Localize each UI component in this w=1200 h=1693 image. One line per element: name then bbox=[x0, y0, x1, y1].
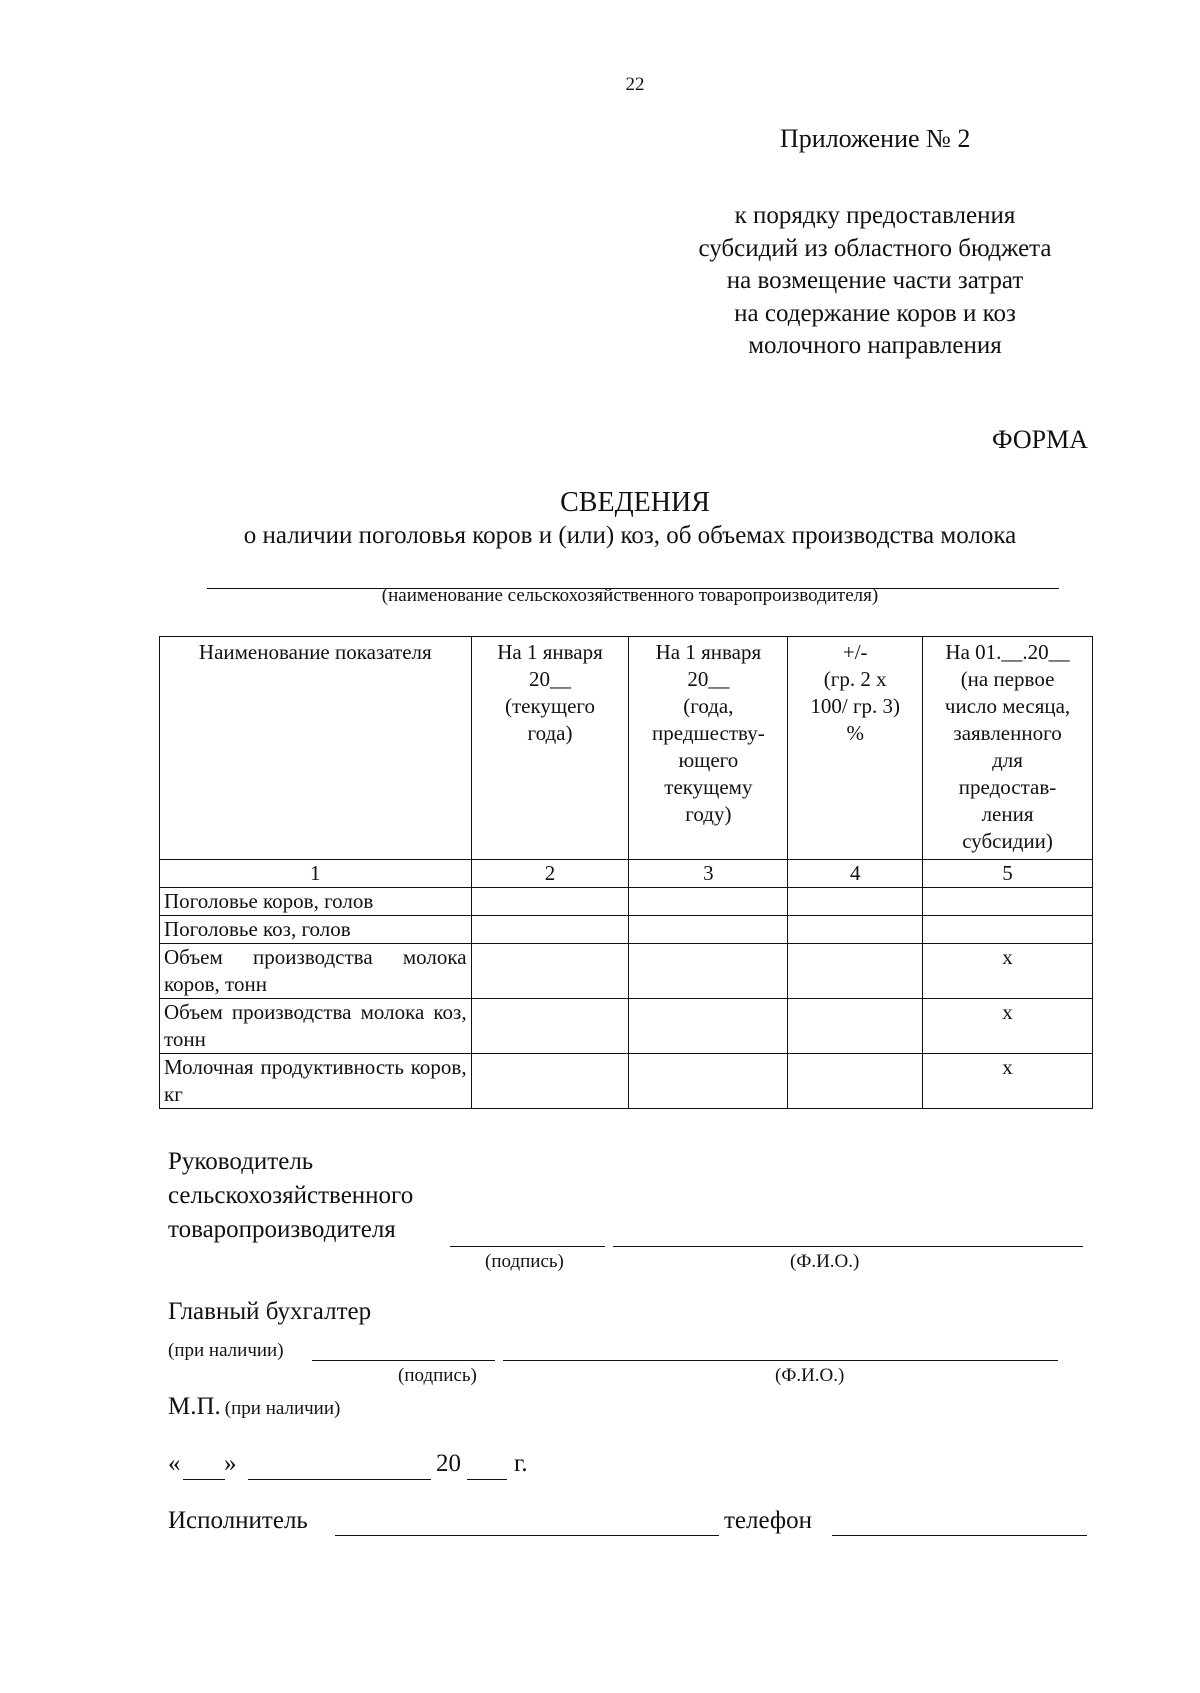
accountant-name-line[interactable] bbox=[503, 1360, 1058, 1361]
table-row bbox=[160, 944, 1093, 999]
head-name-line[interactable] bbox=[613, 1246, 1083, 1247]
table-row bbox=[160, 999, 1093, 1054]
header-line: (года, bbox=[683, 694, 734, 718]
table-header-row bbox=[160, 637, 1093, 860]
accountant-name-caption: (Ф.И.О.) bbox=[775, 1365, 845, 1386]
data-cell[interactable] bbox=[471, 1054, 629, 1109]
data-cell[interactable] bbox=[788, 999, 923, 1054]
data-cell[interactable] bbox=[923, 916, 1093, 944]
column-number: 5 bbox=[923, 860, 1093, 888]
not-applicable-mark: х bbox=[923, 999, 1093, 1054]
header-line: (на первое bbox=[960, 667, 1055, 691]
document-subtitle: о наличии поголовья коров и (или) коз, об объемах производства молока bbox=[243, 522, 1017, 549]
header-line: заявленного bbox=[953, 721, 1062, 745]
header-line: (текущего bbox=[505, 694, 595, 718]
producer-name-caption: (наименование сельскохозяйственного товаропроизводителя) bbox=[381, 585, 879, 606]
header-line: предостав- bbox=[958, 775, 1057, 799]
header-line: (гр. 2 х bbox=[823, 667, 887, 691]
header-cell bbox=[471, 637, 629, 860]
accountant-note: (при наличии) bbox=[168, 1340, 284, 1361]
form-label: ФОРМА bbox=[992, 425, 1088, 454]
page-number: 22 bbox=[625, 74, 645, 95]
accountant-title: Главный бухгалтер bbox=[168, 1298, 372, 1325]
data-cell[interactable] bbox=[629, 916, 788, 944]
row-label: Объем производства молока коз, тонн bbox=[160, 999, 472, 1054]
head-title-line: сельскохозяйственного bbox=[168, 1182, 414, 1209]
header-line: ющего bbox=[678, 748, 739, 772]
header-line: 20__ bbox=[687, 667, 730, 691]
head-title-line: товаропроизводителя bbox=[168, 1216, 396, 1243]
not-applicable-mark: х bbox=[923, 944, 1093, 999]
header-line: ления bbox=[981, 802, 1034, 826]
appendix-line: на содержание коров и коз bbox=[734, 299, 1016, 327]
header-line: предшеству- bbox=[652, 721, 765, 745]
document-title: СВЕДЕНИЯ bbox=[560, 487, 710, 518]
header-line: число месяца, bbox=[944, 694, 1071, 718]
stamp-note: (при наличии) bbox=[224, 1398, 341, 1419]
head-signature-line[interactable] bbox=[450, 1246, 605, 1247]
header-line: года) bbox=[527, 721, 573, 745]
header-line: % bbox=[846, 721, 864, 745]
appendix-title: Приложение № 2 bbox=[780, 124, 971, 153]
phone-line[interactable] bbox=[832, 1535, 1087, 1536]
row-label: Поголовье коз, голов bbox=[160, 916, 472, 944]
header-line: На 1 января bbox=[655, 640, 762, 664]
header-line: 100/ гр. 3) bbox=[810, 694, 901, 718]
data-cell[interactable] bbox=[629, 888, 788, 916]
accountant-signature-caption: (подпись) bbox=[398, 1365, 477, 1386]
header-line: На 01.__.20__ bbox=[945, 640, 1070, 664]
data-cell[interactable] bbox=[629, 944, 788, 999]
column-number: 2 bbox=[471, 860, 629, 888]
header-cell bbox=[788, 637, 923, 860]
row-label: Объем производства молока коров, тонн bbox=[160, 944, 472, 999]
header-line: 20__ bbox=[529, 667, 572, 691]
date-year-prefix: 20 bbox=[436, 1450, 461, 1477]
stamp-label: М.П. bbox=[168, 1393, 221, 1420]
header-line: году) bbox=[685, 802, 732, 826]
accountant-signature-line[interactable] bbox=[312, 1360, 495, 1361]
table-row bbox=[160, 1054, 1093, 1109]
data-cell[interactable] bbox=[471, 888, 629, 916]
date-year-suffix: г. bbox=[514, 1450, 528, 1477]
header-line: Наименование показателя bbox=[198, 640, 432, 664]
column-number: 1 bbox=[160, 860, 472, 888]
appendix-line: субсидий из областного бюджета bbox=[698, 234, 1052, 262]
data-cell[interactable] bbox=[629, 1054, 788, 1109]
date-month-line[interactable] bbox=[248, 1479, 431, 1480]
head-title-line: Руководитель bbox=[168, 1148, 314, 1175]
date-year-line[interactable] bbox=[467, 1479, 507, 1480]
executor-label: Исполнитель bbox=[168, 1507, 308, 1534]
data-cell[interactable] bbox=[629, 999, 788, 1054]
appendix-reference bbox=[640, 200, 1110, 363]
phone-label: телефон bbox=[724, 1507, 812, 1534]
header-line: для bbox=[992, 748, 1023, 772]
head-name-caption: (Ф.И.О.) bbox=[790, 1251, 860, 1272]
not-applicable-mark: х bbox=[923, 1054, 1093, 1109]
executor-name-line[interactable] bbox=[335, 1535, 719, 1536]
appendix-line: к порядку предоставления bbox=[734, 202, 1016, 229]
column-number: 3 bbox=[629, 860, 788, 888]
header-line: На 1 января bbox=[497, 640, 603, 664]
head-signature-caption: (подпись) bbox=[485, 1251, 564, 1272]
header-cell bbox=[160, 637, 472, 860]
data-cell[interactable] bbox=[471, 944, 629, 999]
appendix-line: на возмещение части затрат bbox=[726, 267, 1024, 294]
row-label: Поголовье коров, голов bbox=[160, 888, 472, 916]
data-cell[interactable] bbox=[788, 916, 923, 944]
data-table bbox=[159, 636, 1093, 1109]
table-row bbox=[160, 888, 1093, 916]
data-cell[interactable] bbox=[788, 944, 923, 999]
header-cell bbox=[923, 637, 1093, 860]
data-cell[interactable] bbox=[923, 888, 1093, 916]
header-line: субсидии) bbox=[962, 829, 1053, 853]
row-label: Молочная продуктивность коров, кг bbox=[160, 1054, 472, 1109]
data-cell[interactable] bbox=[788, 888, 923, 916]
header-line: текущему bbox=[664, 775, 753, 799]
table-row bbox=[160, 916, 1093, 944]
appendix-line: молочного направления bbox=[748, 332, 1002, 359]
column-number-row bbox=[160, 860, 1093, 888]
header-line: +/- bbox=[842, 640, 868, 664]
column-number: 4 bbox=[788, 860, 923, 888]
date-day-line[interactable] bbox=[183, 1479, 225, 1480]
data-cell[interactable] bbox=[471, 916, 629, 944]
stamp-line bbox=[168, 1393, 340, 1421]
header-cell bbox=[629, 637, 788, 860]
data-cell[interactable] bbox=[471, 999, 629, 1054]
date-open-quote: « bbox=[168, 1450, 181, 1477]
date-close-quote: » bbox=[224, 1450, 237, 1477]
data-cell[interactable] bbox=[788, 1054, 923, 1109]
